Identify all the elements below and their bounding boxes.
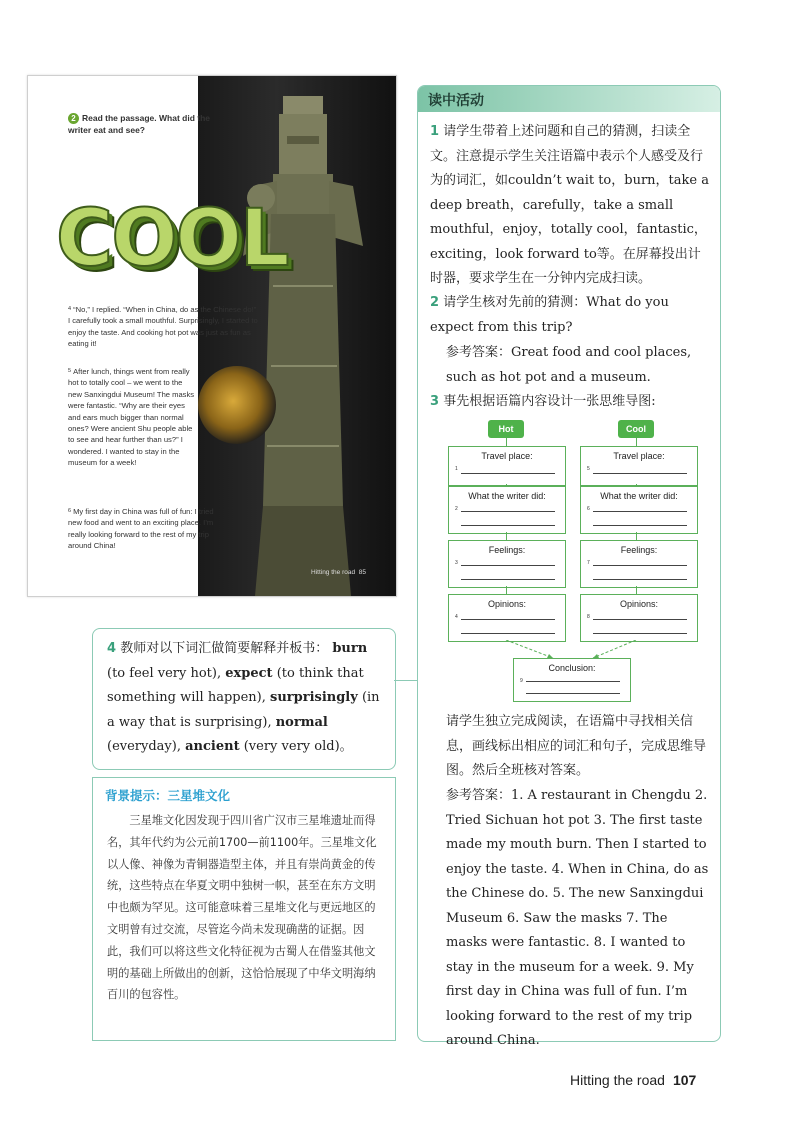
page-number: 107 — [672, 1072, 697, 1088]
mind-map-answers: 参考答案：1. A restaurant in Chengdu 2. Tried Sichuan hot pot 3. The first taste made my mouth burn. Then I started to enjoy the taste. 4. When in China, do as the Chinese do. 5. The new Sanxingdui Museum 6. Saw the masks 7. The masks were fantastic. 8. I wanted to stay in the museum for a week. 9. My first day in China was full of fun. I’m looking forward to the rest of my trip around China. — [446, 788, 709, 1048]
background-note-body: 三星堆文化因发现于四川省广汉市三星堆遗址而得名，其年代约为公元前1700—前1100年。三星堆文化以人像、神像为青铜器造型主体，并且有崇尚黄金的传统，这些特点在华夏文明中独树一帜，甚至在东方文明中也颇为罕见。这可能意味着三星堆文化与更远地区的文明曾有过交流，尽管迄今尚未发现确凿的证据。因此，我们可以将这些文化特征视为古蜀人在借鉴其他文明的基础上所做出的创新，这恰恰展现了中华文明海纳百川的包容性。 — [107, 814, 377, 1002]
reading-activity-panel — [417, 85, 721, 1048]
paragraph-5: $^5$ After lunch, things went from really hot to totally cool – we went to the new Sanxingdui Museum! The masks were fantastic. “Why are their eyes and ears much bigger than normal ones? Were ancient Shu people able to see and hear further than us?” I wondered. I wanted to stay in the museum for a week! — [68, 367, 195, 468]
activity-item-2-answer: 参考答案：Great food and cool places, such as hot pot and a museum. — [446, 345, 692, 385]
cool-title-art: COOL — [56, 194, 288, 284]
activity-item-1: 1 请学生带着上述问题和自己的猜测，扫读全文。注意提示学生关注语篇中表示个人感受及行为的词汇，如couldn’t wait to，burn，take a deep breath，carefully，take a small mouthful，enjoy，totally cool，fantastic，exciting，look forward to等。在屏幕投出计时器，要求学生在一分钟内完成扫读。 — [430, 124, 709, 286]
cool-travel-place-box: Travel place: 5 — [580, 446, 698, 486]
hot-what-did-box: What the writer did: 2 — [448, 486, 566, 534]
mind-map — [443, 418, 713, 700]
background-note-box — [92, 777, 396, 1041]
cool-feelings-box: Feelings: 7 — [580, 540, 698, 588]
cool-what-did-box: What the writer did: 6 — [580, 486, 698, 534]
unit-title: Hitting the road — [570, 1072, 665, 1088]
vocabulary-box: 4 教师对以下词汇做简要解释并板书： burn (to feel very hot), expect (to think that something will happen), surprisingly (in a way that is surprising), normal (everyday), ancient (very very old)。 — [92, 628, 396, 770]
textbook-footer: Hitting the road 85 — [311, 569, 366, 576]
question-number: 2 — [68, 113, 79, 124]
page-footer — [570, 1072, 696, 1088]
cool-label: Cool — [618, 420, 654, 438]
conclusion-arrows — [443, 640, 713, 660]
conclusion-box: Conclusion: 9 — [513, 658, 631, 702]
reading-question: 2 Read the passage. What did the writer eat and see? — [68, 113, 210, 135]
gold-mask-photo — [198, 366, 276, 444]
textbook-page-image — [27, 75, 397, 597]
hot-opinions-box: Opinions: 4 — [448, 594, 566, 642]
hot-label: Hot — [488, 420, 524, 438]
activity-instructions: 请学生独立完成阅读，在语篇中寻找相关信息，画线标出相应的词汇和句子，完成思维导图。然后全班核对答案。 — [446, 714, 707, 778]
reading-activity-header: 读中活动 — [418, 86, 720, 112]
cool-opinions-box: Opinions: 8 — [580, 594, 698, 642]
paragraph-6: $^6$ My first day in China was full of fun: I tried new food and went to an exciting place. I’m really looking forward to the rest of my trip around China! — [68, 507, 214, 551]
hot-feelings-box: Feelings: 3 — [448, 540, 566, 588]
hot-travel-place-box: Travel place: 1 — [448, 446, 566, 486]
background-note-title: 背景提示：三星堆文化 — [105, 788, 231, 803]
activity-item-3: 3 事先根据语篇内容设计一张思维导图: — [430, 394, 656, 409]
paragraph-4: $^4$ “No,” I replied. “When in China, do as the Chinese do!” I carefully took a small mouthful. Surprisingly, I started to enjoy the taste. And cooking hot pot was just as fun as eating it! — [68, 305, 258, 349]
activity-item-2: 2 请学生核对先前的猜测：What do you expect from this trip? — [430, 295, 669, 335]
